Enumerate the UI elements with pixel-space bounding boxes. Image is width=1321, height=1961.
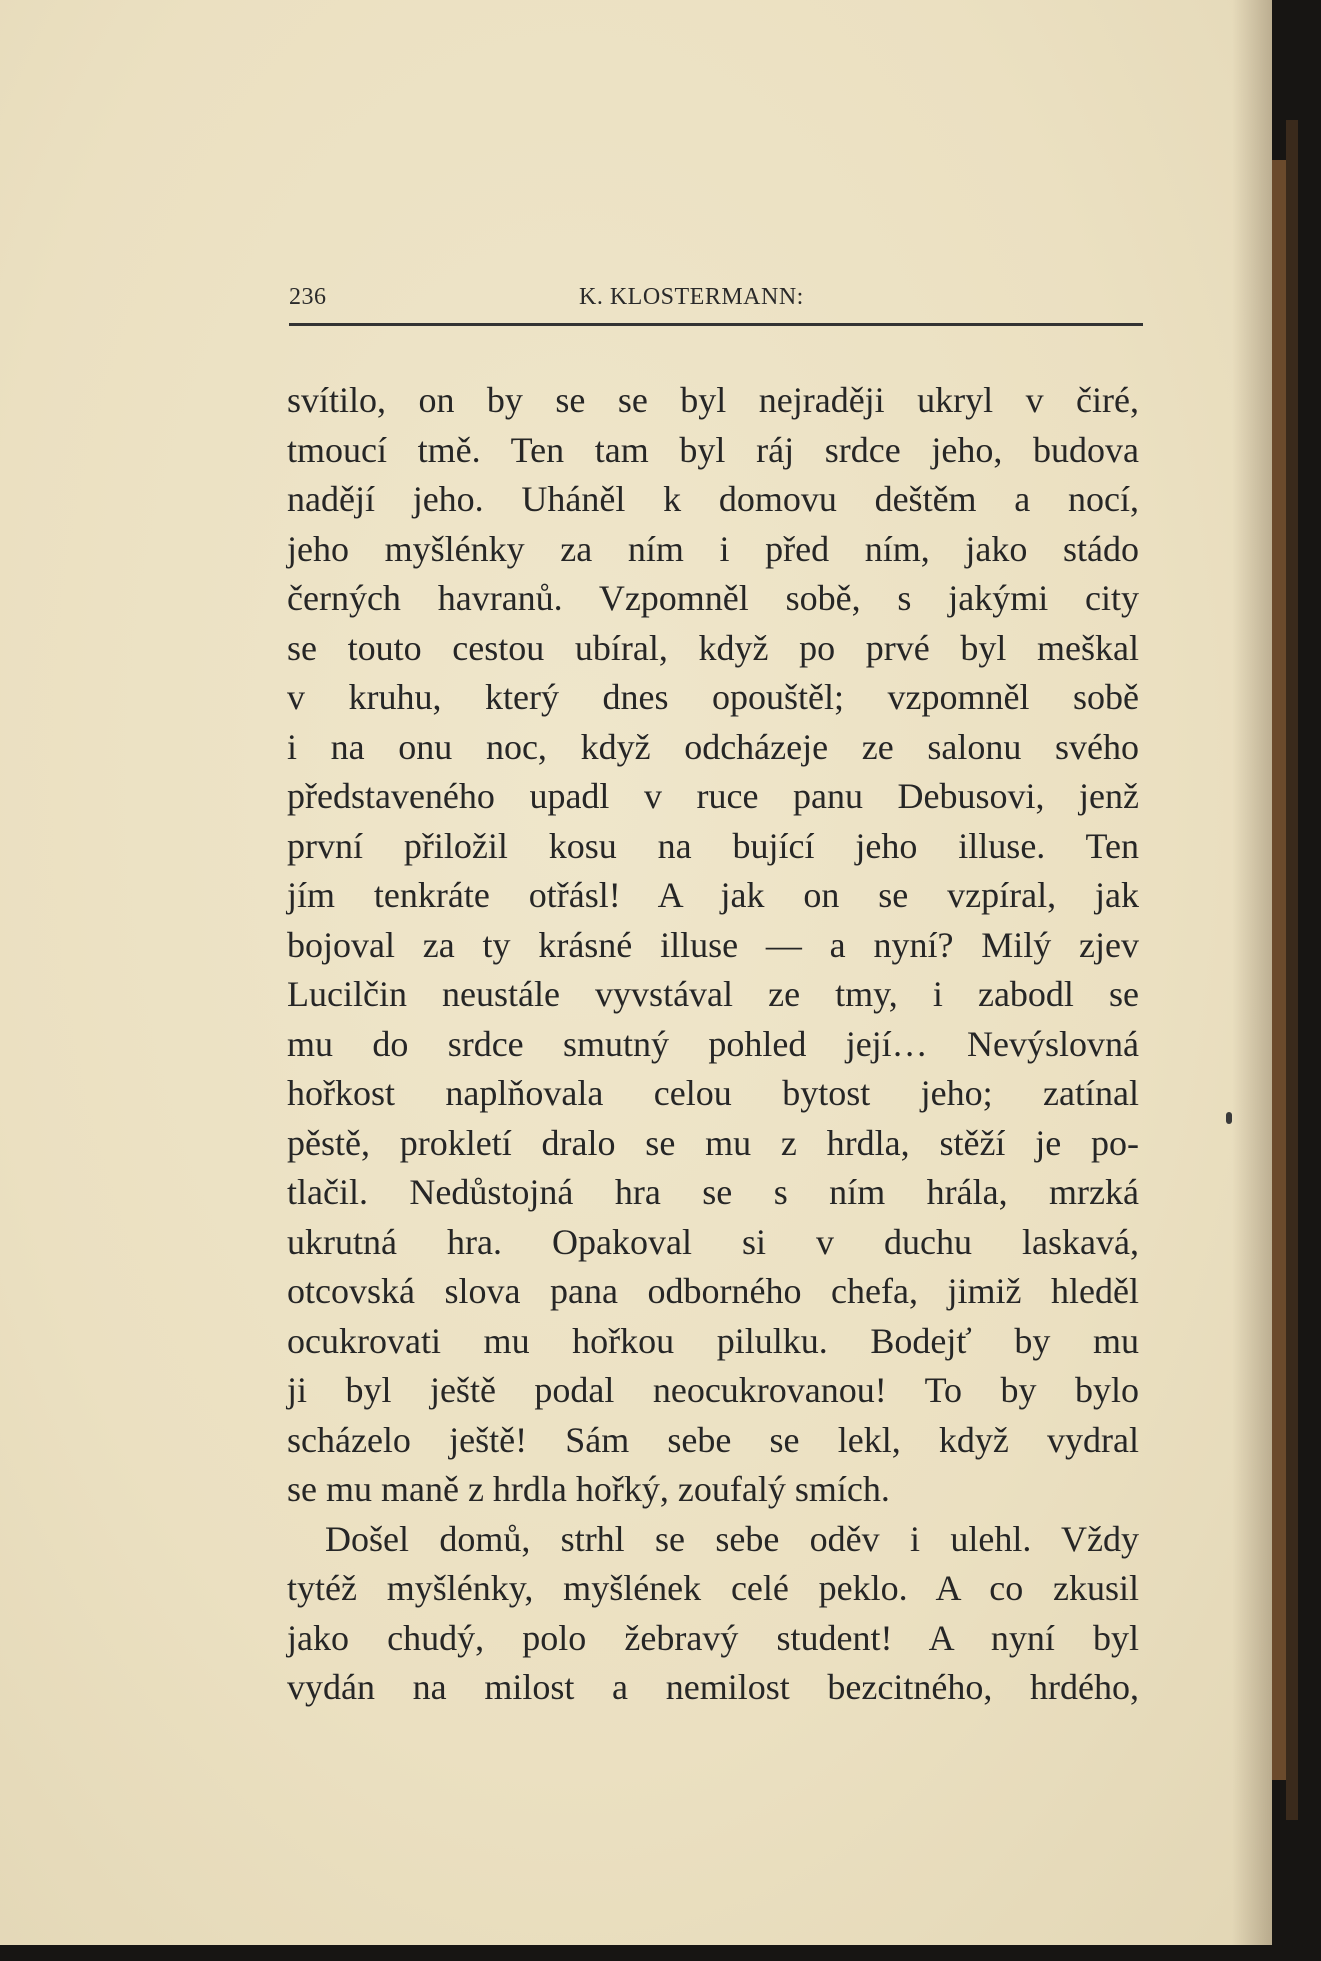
- text-line: jako chudý, polo žebravý student! A nyní byl: [287, 1617, 1139, 1658]
- text-line: tlačil. Nedůstojná hra se s ním hrála, mrzká: [287, 1172, 1139, 1212]
- page-number: 236: [289, 284, 327, 310]
- text-line: v kruhu, který dnes opouštěl; vzpomněl sobě: [287, 677, 1139, 717]
- text-line: vydán na milost a nemilost bezcitného, hrdého,: [287, 1667, 1139, 1707]
- page-edge-shadow: [1232, 0, 1272, 1945]
- text-line: hořkost naplňovala celou bytost jeho; zatínal: [287, 1073, 1139, 1113]
- text-line: svítilo, on by se se byl nejraději ukryl v čiré,: [287, 380, 1139, 420]
- text-line: i na onu noc, když odcházeje ze salonu svého: [287, 726, 1139, 767]
- text-line: Došel domů, strhl se sebe oděv i ulehl. Vždy: [325, 1518, 1139, 1559]
- paragraph-2: [287, 1515, 1139, 1713]
- text-line: bojoval za ty krásné illuse — a nyní? Milý zjev: [287, 924, 1139, 965]
- text-line: scházelo ještě! Sám sebe se lekl, když vydral: [287, 1419, 1139, 1460]
- text-line: tytéž myšlénky, myšlének celé peklo. A co zkusil: [287, 1568, 1139, 1608]
- text-line: ji byl ještě podal neocukrovanou! To by bylo: [287, 1370, 1139, 1410]
- body-text: [287, 376, 1139, 1713]
- text-line: otcovská slova pana odborného chefa, jimiž hleděl: [287, 1271, 1139, 1311]
- book-spine-edge: [1272, 160, 1286, 1780]
- text-line: nadějí jeho. Uháněl k domovu deštěm a nocí,: [287, 479, 1139, 519]
- running-head: [289, 276, 1143, 316]
- text-line: představeného upadl v ruce panu Debusovi, jenž: [287, 776, 1139, 816]
- text-line: mu do srdce smutný pohled její… Nevýslovná: [287, 1023, 1139, 1064]
- running-head-author: K. KLOSTERMANN:: [579, 284, 804, 310]
- text-line: Lucilčin neustále vyvstával ze tmy, i zabodl se: [287, 974, 1139, 1014]
- text-line: tmoucí tmě. Ten tam byl ráj srdce jeho, budova: [287, 429, 1139, 470]
- ink-speck: [1226, 1112, 1232, 1124]
- text-line: první přiložil kosu na bující jeho illuse. Ten: [287, 825, 1139, 866]
- text-line: ukrutná hra. Opakoval si v duchu laskavá,: [287, 1221, 1139, 1262]
- text-line: se touto cestou ubíral, když po prvé byl meškal: [287, 627, 1139, 668]
- text-line: se mu maně z hrdla hořký, zoufalý smích.: [287, 1469, 890, 1509]
- paragraph-1: [287, 376, 1139, 1515]
- book-spine-dark: [1286, 120, 1298, 1820]
- text-line: pěstě, prokletí dralo se mu z hrdla, stěží je po-: [287, 1122, 1139, 1163]
- text-line: černých havranů. Vzpomněl sobě, s jakými city: [287, 578, 1139, 618]
- text-line: ocukrovati mu hořkou pilulku. Bodejť by mu: [287, 1320, 1139, 1361]
- header-rule: [289, 323, 1143, 326]
- text-line: jím tenkráte otřásl! A jak on se vzpíral, jak: [287, 875, 1139, 915]
- text-line: jeho myšlénky za ním i před ním, jako stádo: [287, 528, 1139, 569]
